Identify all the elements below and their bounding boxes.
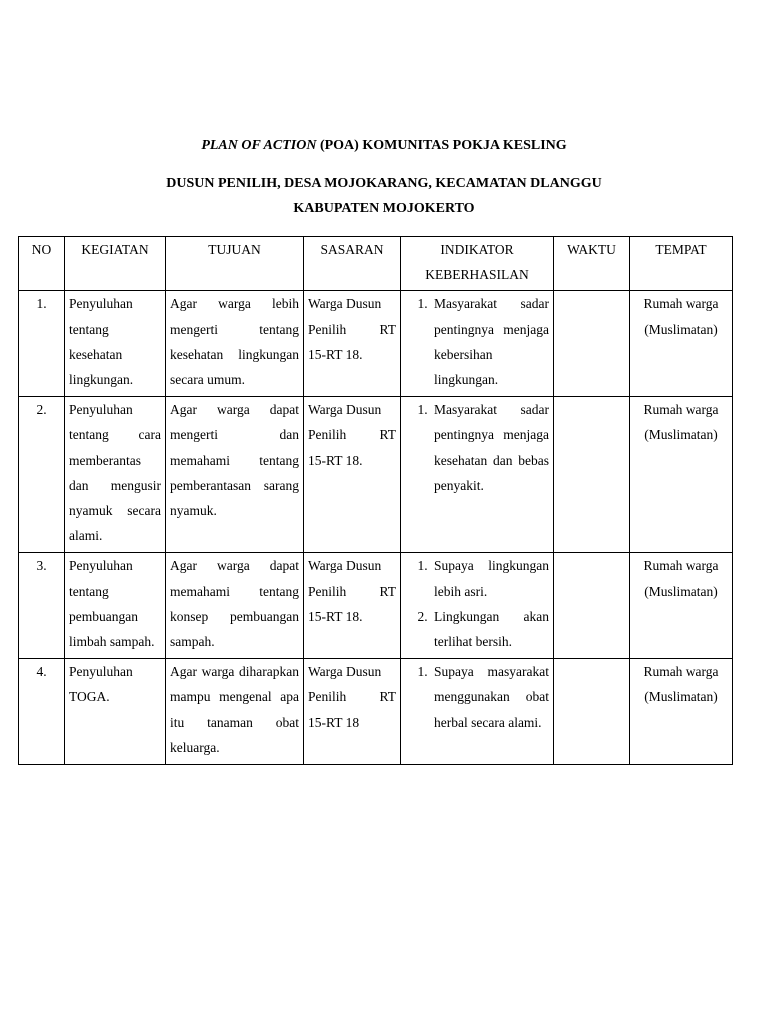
- document-subtitle-location: DUSUN PENILIH, DESA MOJOKARANG, KECAMATAN DLANGGU: [166, 176, 602, 191]
- sasaran-line-2: [308, 422, 396, 447]
- tempat-line-2: (Muslimatan): [644, 427, 718, 443]
- header-tempat: TEMPAT: [630, 237, 733, 291]
- sasaran-dusun-name: Penilih: [308, 321, 347, 337]
- table-body: [19, 291, 733, 765]
- tempat-line-2: (Muslimatan): [644, 689, 718, 705]
- cell-tujuan: Agar warga lebih mengerti tentang kesehatan lingkungan secara umum.: [166, 291, 304, 397]
- header-kegiatan: KEGIATAN: [65, 237, 166, 291]
- header-indikator-line2: KEBERHASILAN: [425, 267, 529, 283]
- sasaran-line-3: 15-RT 18: [308, 714, 360, 730]
- cell-indikator: [401, 659, 554, 765]
- tempat-line-1: Rumah warga: [643, 296, 719, 312]
- tempat-line-2: (Muslimatan): [644, 583, 718, 599]
- tempat-line-1: Rumah warga: [643, 664, 719, 680]
- cell-sasaran: [304, 553, 401, 659]
- cell-tujuan: Agar warga dapat mengerti dan memahami tentang pemberantasan sarang nyamuk.: [166, 397, 304, 553]
- indikator-item: 1. Masyarakat sadar pentingnya menjaga kesehatan dan bebas penyakit.: [431, 397, 549, 498]
- tempat-line-2: (Muslimatan): [644, 321, 718, 337]
- sasaran-dusun-name: Penilih: [308, 427, 347, 443]
- cell-sasaran: [304, 291, 401, 397]
- tempat-line-1: Rumah warga: [643, 558, 719, 574]
- document-subtitle-regency: KABUPATEN MOJOKERTO: [293, 201, 475, 216]
- cell-kegiatan: Penyuluhan tentang pembuangan limbah sampah.: [65, 553, 166, 659]
- cell-sasaran: [304, 397, 401, 553]
- title-rest: (POA) KOMUNITAS POKJA KESLING: [316, 138, 567, 153]
- sasaran-rt-label: RT: [379, 427, 396, 443]
- cell-tempat: [630, 553, 733, 659]
- table-header-row: [19, 237, 733, 291]
- table-row: [19, 553, 733, 659]
- cell-tempat: [630, 659, 733, 765]
- title-italic-part: PLAN OF ACTION: [201, 138, 317, 153]
- indikator-item: 1. Masyarakat sadar pentingnya menjaga kebersihan lingkungan.: [431, 291, 549, 392]
- cell-kegiatan: Penyuluhan tentang cara memberantas dan mengusir nyamuk secara alami.: [65, 397, 166, 553]
- sasaran-line-3: 15-RT 18.: [308, 452, 363, 468]
- header-no: NO: [19, 237, 65, 291]
- document-title: [0, 138, 768, 154]
- header-indikator-line1: INDIKATOR: [440, 242, 514, 257]
- sasaran-line-3: 15-RT 18.: [308, 608, 363, 624]
- table-row: [19, 397, 733, 553]
- indikator-list: [405, 397, 549, 498]
- sasaran-line-1: Warga Dusun: [308, 558, 382, 574]
- indikator-list: [405, 291, 549, 392]
- cell-waktu: [554, 291, 630, 397]
- indikator-list: [405, 553, 549, 654]
- sasaran-line-1: Warga Dusun: [308, 296, 382, 312]
- header-tujuan: TUJUAN: [166, 237, 304, 291]
- cell-indikator: [401, 397, 554, 553]
- cell-tujuan: Agar warga dapat memahami tentang konsep pembuangan sampah.: [166, 553, 304, 659]
- header-sasaran: SASARAN: [304, 237, 401, 291]
- sasaran-line-2: [308, 579, 396, 604]
- cell-kegiatan: Penyuluhan tentang kesehatan lingkungan.: [65, 291, 166, 397]
- sasaran-dusun-name: Penilih: [308, 689, 347, 705]
- sasaran-rt-label: RT: [379, 583, 396, 599]
- cell-kegiatan: Penyuluhan TOGA.: [65, 659, 166, 765]
- sasaran-line-1: Warga Dusun: [308, 664, 382, 680]
- sasaran-rt-label: RT: [379, 689, 396, 705]
- cell-no: 3.: [19, 553, 65, 659]
- tempat-line-1: Rumah warga: [643, 402, 719, 418]
- header-waktu: WAKTU: [554, 237, 630, 291]
- sasaran-dusun-name: Penilih: [308, 583, 347, 599]
- indikator-item: 2. Lingkungan akan terlihat bersih.: [431, 604, 549, 654]
- cell-no: 2.: [19, 397, 65, 553]
- sasaran-rt-label: RT: [379, 321, 396, 337]
- indikator-item: 1. Supaya lingkungan lebih asri.: [431, 553, 549, 603]
- cell-indikator: [401, 553, 554, 659]
- cell-indikator: [401, 291, 554, 397]
- header-indikator: [401, 237, 554, 291]
- cell-tempat: [630, 291, 733, 397]
- cell-waktu: [554, 659, 630, 765]
- cell-sasaran: [304, 659, 401, 765]
- cell-waktu: [554, 553, 630, 659]
- cell-tempat: [630, 397, 733, 553]
- indikator-item: 1. Supaya masyarakat menggunakan obat herbal secara alami.: [431, 659, 549, 735]
- plan-of-action-table: [18, 236, 733, 765]
- sasaran-line-2: [308, 684, 396, 709]
- sasaran-line-1: Warga Dusun: [308, 402, 382, 418]
- sasaran-line-2: [308, 317, 396, 342]
- cell-no: 4.: [19, 659, 65, 765]
- table-row: [19, 659, 733, 765]
- cell-no: 1.: [19, 291, 65, 397]
- indikator-list: [405, 659, 549, 735]
- cell-waktu: [554, 397, 630, 553]
- sasaran-line-3: 15-RT 18.: [308, 346, 363, 362]
- cell-tujuan: Agar warga diharapkan mampu mengenal apa itu tanaman obat keluarga.: [166, 659, 304, 765]
- table-row: [19, 291, 733, 397]
